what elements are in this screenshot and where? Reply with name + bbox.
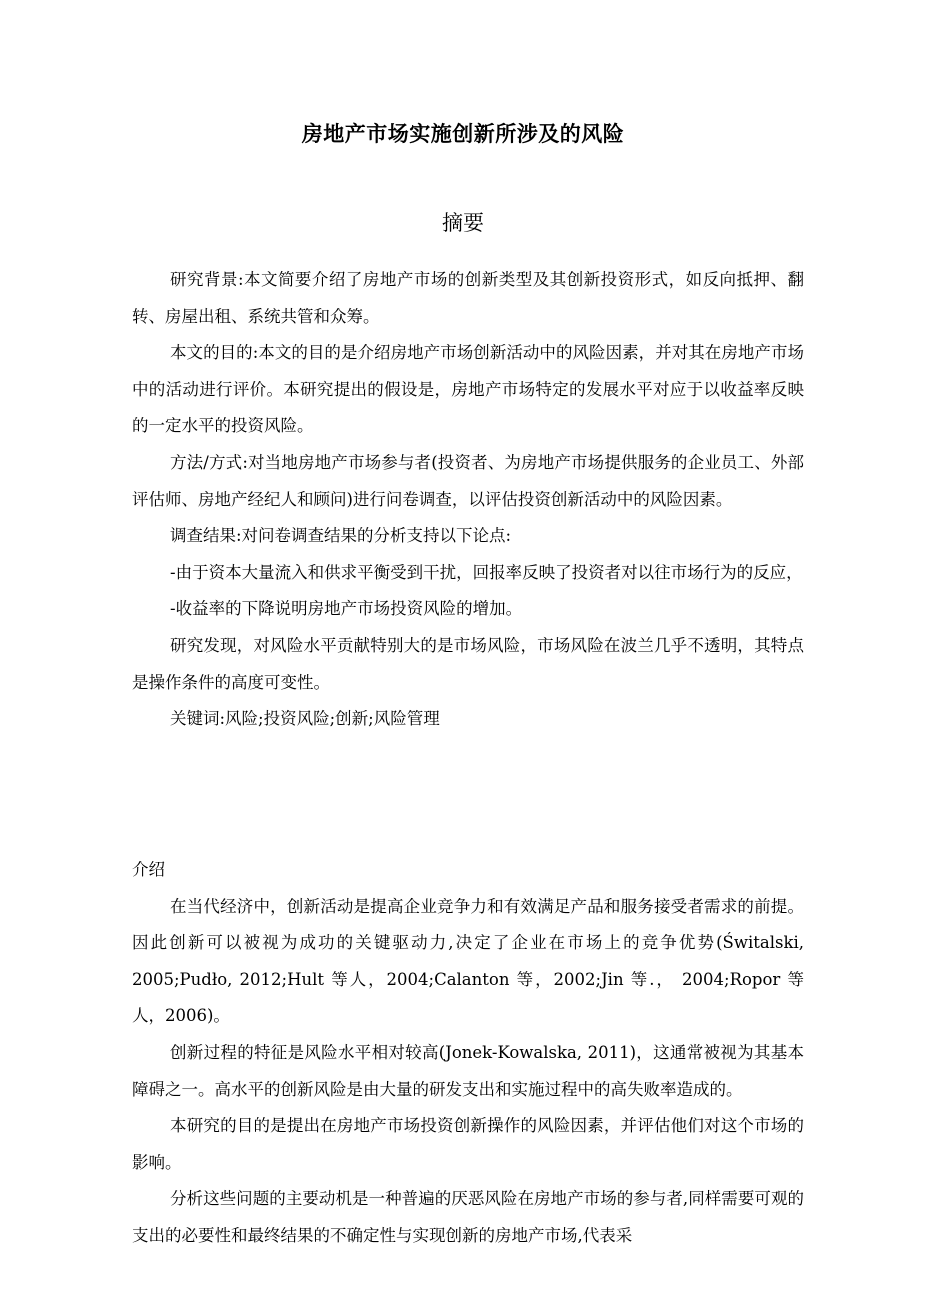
abstract-section bbox=[132, 262, 804, 738]
abstract-results-paragraph: 调查结果:对问卷调查结果的分析支持以下论点: bbox=[170, 526, 512, 546]
introduction-section bbox=[132, 852, 804, 1255]
intro-paragraph-3: 本研究的目的是提出在房地产市场投资创新操作的风险因素，并评估他们对这个市场的影响。 bbox=[132, 1116, 804, 1172]
intro-paragraph-2: 创新过程的特征是风险水平相对较高(Jonek-Kowalska, 2011)，这通常被视为其基本障碍之一。高水平的创新风险是由大量的研发支出和实施过程中的高失败率造成的。 bbox=[132, 1042, 804, 1099]
abstract-purpose-paragraph: 本文的目的:本文的目的是介绍房地产市场创新活动中的风险因素，并对其在房地产市场中的活动进行评价。本研究提出的假设是，房地产市场特定的发展水平对应于以收益率反映的一定水平的投资风险。 bbox=[132, 343, 804, 436]
abstract-point-2: -收益率的下降说明房地产市场投资风险的增加。 bbox=[170, 599, 523, 619]
abstract-heading: 摘要 bbox=[442, 211, 484, 235]
abstract-point-1: -由于资本大量流入和供求平衡受到干扰，回报率反映了投资者对以往市场行为的反应， bbox=[170, 562, 803, 582]
abstract-method-paragraph: 方法/方式:对当地房地产市场参与者(投资者、为房地产市场提供服务的企业员工、外部评估师、房地产经纪人和顾问)进行问卷调查，以评估投资创新活动中的风险因素。 bbox=[132, 452, 804, 509]
document-title: 房地产市场实施创新所涉及的风险 bbox=[301, 122, 625, 146]
abstract-findings-paragraph: 研究发现，对风险水平贡献特别大的是市场风险，市场风险在波兰几乎不透明，其特点是操作条件的高度可变性。 bbox=[132, 635, 804, 692]
abstract-background-paragraph: 研究背景:本文简要介绍了房地产市场的创新类型及其创新投资形式，如反向抵押、翻转、房屋出租、系统共管和众筹。 bbox=[132, 270, 804, 326]
intro-paragraph-4: 分析这些问题的主要动机是一种普遍的厌恶风险在房地产市场的参与者,同样需要可观的支出的必要性和最终结果的不确定性与实现创新的房地产市场,代表采 bbox=[132, 1189, 804, 1245]
intro-paragraph-1: 在当代经济中，创新活动是提高企业竞争力和有效满足产品和服务接受者需求的前提。因此创新可以被视为成功的关键驱动力,决定了企业在市场上的竞争优势(Świtalski, 2005;Pudło, 2012;Hult 等人，2004;Calanton 等，2002;Jin 等.， 2004;Ropor 等人，2006)。 bbox=[132, 896, 804, 1026]
introduction-heading: 介绍 bbox=[132, 860, 165, 879]
abstract-keywords: 关键词:风险;投资风险;创新;风险管理 bbox=[170, 709, 440, 729]
